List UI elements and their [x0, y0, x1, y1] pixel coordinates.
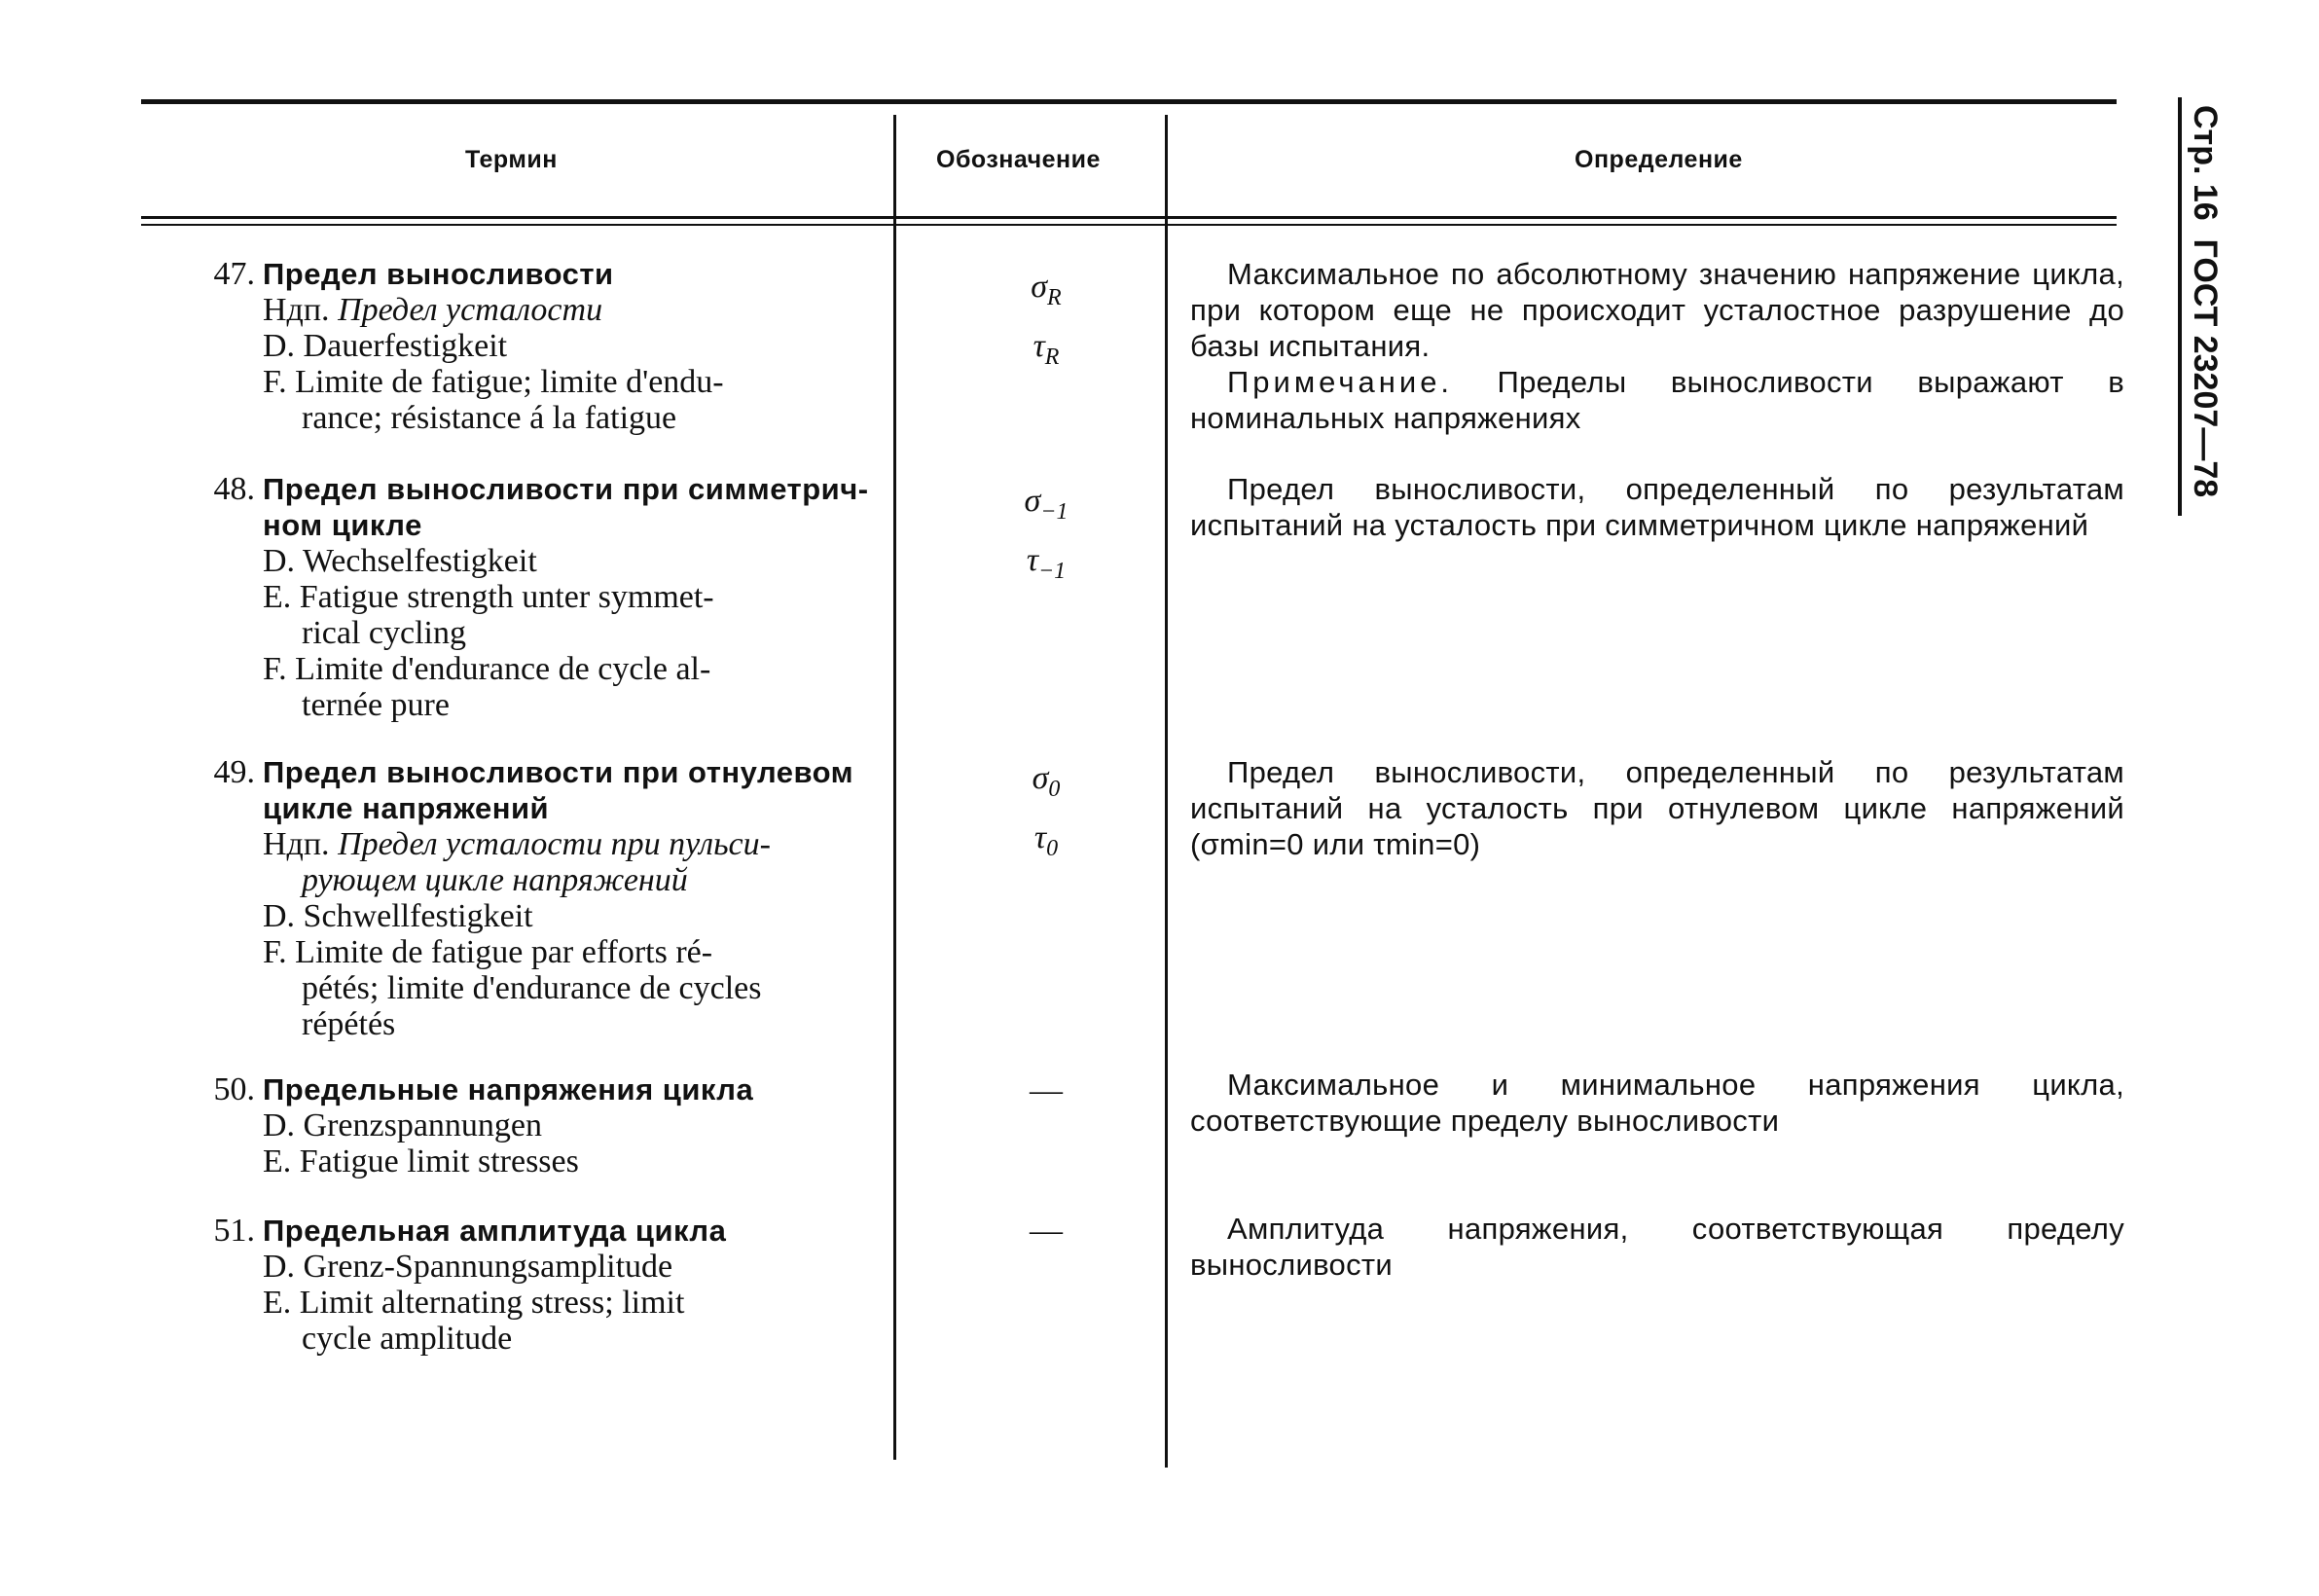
ndp-line — [195, 826, 886, 862]
term-entry-47 — [195, 256, 886, 436]
german-term: D. Grenz-Spannungsamplitude — [263, 1249, 673, 1285]
ndp-term: Предел усталости — [338, 292, 603, 328]
column-divider-1 — [893, 115, 896, 1460]
term-number: 50. — [213, 1071, 255, 1107]
english-term: E. Fatigue limit stresses — [263, 1143, 579, 1179]
symbol-tau: $\tau_0$ — [1033, 818, 1059, 861]
header-definition: Определение — [1575, 146, 1743, 173]
french-term: F. Limite de fatigue par efforts ré- — [263, 934, 713, 970]
french-term: F. Limite de fatigue; limite d'endu- — [263, 364, 724, 400]
term-name-cont: ном цикле — [263, 508, 422, 542]
symbol-50-dash: — — [1030, 1072, 1063, 1108]
term-entry-51 — [195, 1213, 886, 1357]
french-term: F. Limite d'endurance de cycle al- — [263, 651, 711, 687]
german-term: D. Dauerfestigkeit — [263, 328, 508, 364]
english-term: E. Limit alternating stress; limit — [263, 1285, 685, 1321]
side-rule — [2178, 97, 2182, 516]
header-rule-1 — [141, 216, 2117, 219]
term-name-cont: цикле напряжений — [263, 791, 550, 825]
symbol-sigma: $\sigma_R$ — [1031, 269, 1062, 310]
term-number: 48. — [213, 471, 255, 507]
english-term-cont: rical cycling — [302, 615, 466, 651]
symbol-47 — [973, 263, 1119, 381]
ndp-prefix: Ндп. — [263, 826, 330, 862]
french-term-cont-2: répétés — [302, 1006, 396, 1042]
term-name: Предел выносливости — [263, 257, 614, 291]
column-divider-2 — [1165, 115, 1168, 1468]
english-term-cont: cycle amplitude — [302, 1321, 513, 1357]
term-name: Предельные напряжения цикла — [263, 1072, 754, 1106]
term-entry-50 — [195, 1071, 886, 1179]
symbol-49 — [973, 754, 1119, 873]
ndp-prefix: Ндп. — [263, 292, 330, 328]
german-term: D. Schwellfestigkeit — [263, 898, 533, 934]
symbol-48 — [973, 477, 1119, 596]
term-number: 51. — [213, 1213, 255, 1249]
french-term-cont: ternée pure — [302, 687, 450, 723]
definition-text: Максимальное по абсолютному значению напряжение цикла, при котором еще не происходит усталостное разрушение до базы испытания. — [1190, 257, 2124, 363]
german-term: D. Wechselfestigkeit — [263, 543, 537, 579]
french-term-cont: rance; résistance á la fatigue — [302, 400, 677, 436]
definition-47 — [1190, 256, 2124, 436]
definition-note: Примечание. Пределы выносливости выражают в номинальных напряжениях — [1190, 365, 2124, 435]
header-rule-2 — [141, 224, 2117, 226]
symbol-sigma: $\sigma_0$ — [1032, 760, 1061, 802]
header-symbol: Обозначение — [936, 146, 1101, 173]
header-term: Термин — [465, 146, 558, 173]
ndp-term: Предел усталости при пульси- — [338, 826, 771, 862]
ndp-term-cont: рующем цикле напряжений — [302, 862, 688, 898]
symbol-51-dash: — — [1030, 1213, 1063, 1249]
symbol-tau: $\tau_R$ — [1033, 327, 1060, 370]
definition-50: Максимальное и минимальное напряжения цикла, соответствующие пределу выносливости — [1190, 1068, 2124, 1138]
symbol-sigma: $\sigma_{-1}$ — [1024, 483, 1069, 525]
top-rule — [141, 99, 2117, 104]
definition-51: Амплитуда напряжения, соответствующая пределу выносливости — [1190, 1212, 2124, 1282]
symbol-tau: $\tau_{-1}$ — [1026, 541, 1067, 584]
definition-48: Предел выносливости, определенный по результатам испытаний на усталость при симметричном цикле напряжений — [1190, 472, 2124, 542]
term-name: Предел выносливости при отнулевом — [263, 755, 854, 789]
french-term-cont: pétés; limite d'endurance de cycles — [302, 970, 762, 1006]
english-term: E. Fatigue strength unter symmet- — [263, 579, 714, 615]
term-name: Предельная амплитуда цикла — [263, 1214, 727, 1248]
page-number: Стр. 16 — [2187, 105, 2224, 221]
term-name: Предел выносливости при симметрич- — [263, 472, 869, 506]
side-running-header-text — [2186, 105, 2224, 497]
standard-number: ГОСТ 23207—78 — [2187, 238, 2224, 498]
term-number: 49. — [213, 754, 255, 790]
german-term: D. Grenzspannungen — [263, 1107, 543, 1143]
term-entry-49 — [195, 754, 886, 1042]
side-running-header — [2175, 105, 2233, 514]
term-entry-48 — [195, 471, 886, 723]
definition-49: Предел выносливости, определенный по результатам испытаний на усталость при отнулевом цикле напряжений (σmin=0 или τmin=0) — [1190, 755, 2124, 861]
ndp-line — [195, 292, 886, 328]
term-number: 47. — [213, 256, 255, 292]
